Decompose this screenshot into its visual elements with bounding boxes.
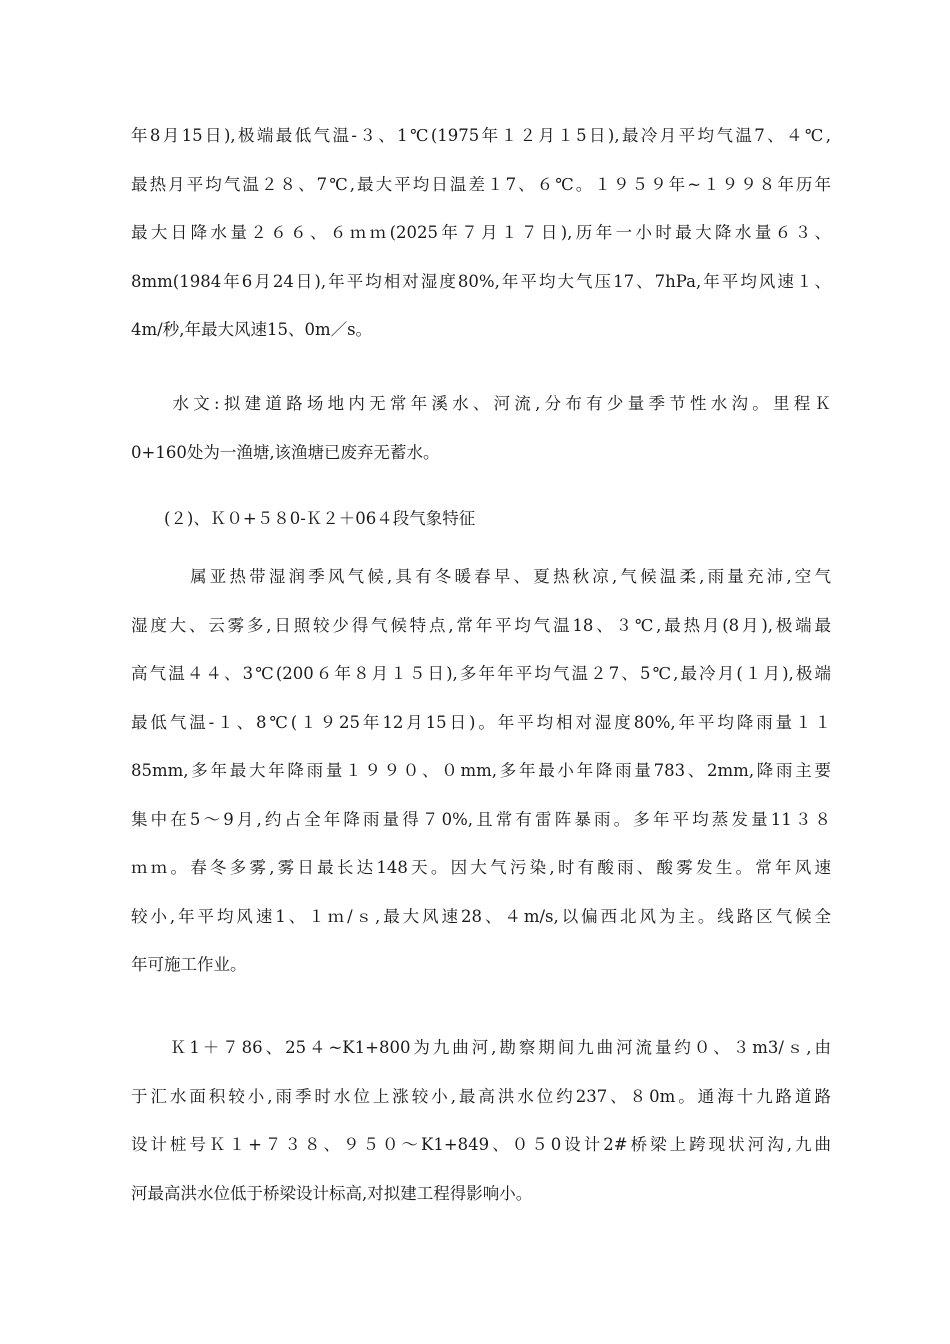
paragraph-climate-section-2 bbox=[131, 553, 831, 990]
text-line: 4m/秒,年最大风速15、0m／s。 bbox=[131, 320, 373, 339]
text-line: 河最高洪水位低于桥梁设计标高,对拟建工程得影响小。 bbox=[131, 1183, 533, 1203]
text-line: 最低气温-１、8℃(１９25年12月15日)。年平均相对湿度80%,年平均降雨量１１ bbox=[131, 712, 831, 732]
text-line: 8mm(1984年6月24日),年平均相对湿度80%,年平均大气压17、7hPa,年平均风速１、 bbox=[131, 271, 831, 291]
text-line: 湿度大、云雾多,日照较少得气候特点,常年平均气温18、３℃,最热月(8月),极端最 bbox=[131, 615, 831, 635]
paragraph-river bbox=[131, 1024, 831, 1218]
text-line: 较小,年平均风速1、１ｍ/ｓ,最大风速28、４m/s,以偏西北风为主。线路区气候全 bbox=[131, 906, 831, 926]
text-line: 最大日降水量２６６、６ｍｍ(2025年７月１７日),历年一小时最大降水量６３、 bbox=[131, 223, 831, 242]
text-line: 设计桩号Ｋ１+７３８、９５０～K1+849、０５0设计2#桥梁上跨现状河沟,九曲 bbox=[131, 1135, 831, 1154]
text-line: Ｋ1＋７86、25４~K1+800为九曲河,勘察期间九曲河流量约０、３m3/ｓ,由 bbox=[131, 1038, 831, 1057]
text-line: 85mm,多年最大年降雨量１９９０、０mm,多年最小年降雨量783、2mm,降雨主要 bbox=[131, 761, 831, 780]
paragraph-climate-continued bbox=[131, 112, 831, 355]
text-line: 集中在5～9月,约占全年降雨量得７0%,且常有雷阵暴雨。多年平均蒸发量11３８ bbox=[131, 809, 831, 829]
text-line: 年8月15日),极端最低气温-３、1℃(1975年１２月１5日),最冷月平均气温7、４℃, bbox=[131, 126, 831, 145]
text-line: 水文:拟建道路场地内无常年溪水、河流,分布有少量季节性水沟。里程Ｋ bbox=[131, 394, 831, 413]
text-line: 年可施工作业。 bbox=[131, 955, 247, 974]
paragraph-hydrology bbox=[131, 380, 831, 477]
text-line: 高气温４４、3℃(200６年８月１５日),多年年平均气温２7、5℃,最冷月(１月),极端 bbox=[131, 664, 831, 683]
section-heading bbox=[131, 495, 831, 544]
text-line: (２)、Ｋ０+５８0-Ｋ２＋06４段气象特征 bbox=[131, 509, 476, 528]
text-line: 0+160处为一渔塘,该渔塘已废弃无蓄水。 bbox=[131, 442, 440, 462]
text-line: 属亚热带湿润季风气候,具有冬暖春早、夏热秋凉,气候温柔,雨量充沛,空气 bbox=[131, 567, 831, 586]
text-line: ｍｍ。春冬多雾,雾日最长达148天。因大气污染,时有酸雨、酸雾发生。常年风速 bbox=[131, 858, 831, 877]
text-line: 最热月平均气温２８、7℃,最大平均日温差１7、６℃。１９５９年~１９９８年历年 bbox=[131, 174, 831, 194]
text-line: 于汇水面积较小,雨季时水位上涨较小,最高洪水位约237、８0m。通海十九路道路 bbox=[131, 1086, 831, 1106]
